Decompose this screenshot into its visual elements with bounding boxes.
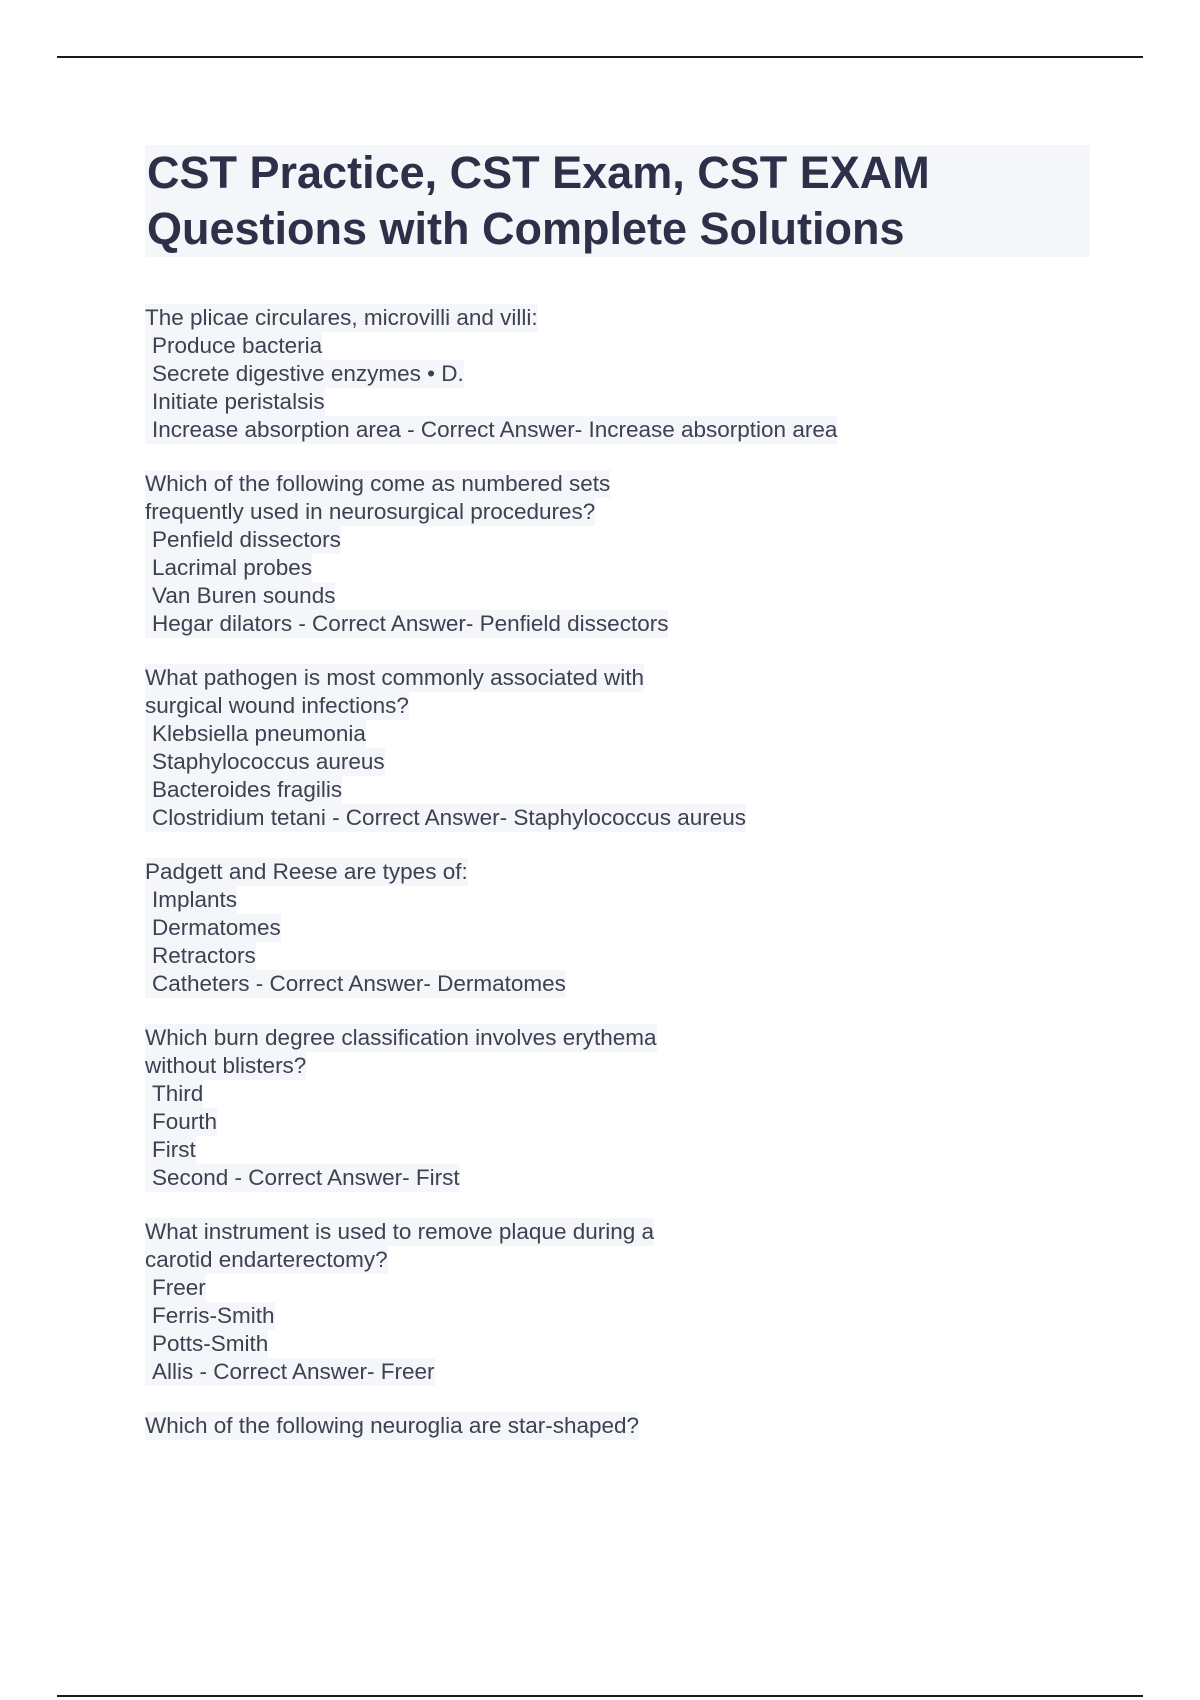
answer-option: First [145, 1136, 196, 1164]
answer-option: Implants [145, 886, 237, 914]
answer-with-correct: Increase absorption area - Correct Answer- Increase absorption area [145, 416, 837, 444]
bottom-rule [57, 1695, 1143, 1697]
answer-option: Van Buren sounds [145, 582, 335, 610]
answer-option: Dermatomes [145, 914, 281, 942]
question-text: What pathogen is most commonly associated with [145, 665, 644, 690]
question-text: Which of the following come as numbered sets [145, 471, 611, 496]
answer-option: Lacrimal probes [145, 554, 312, 582]
answer-option: Bacteroides fragilis [145, 776, 342, 804]
question-item [145, 664, 1145, 832]
answer-option: Produce bacteria [145, 332, 322, 360]
question-text: Which burn degree classification involves erythema [145, 1025, 657, 1050]
question-text: The plicae circulares, microvilli and villi: [145, 305, 538, 330]
answer-option: Fourth [145, 1108, 217, 1136]
answer-with-correct: Catheters - Correct Answer- Dermatomes [145, 970, 566, 998]
top-rule [57, 56, 1143, 58]
answer-option: Initiate peristalsis [145, 388, 325, 416]
answer-option: Secrete digestive enzymes • D. [145, 360, 464, 388]
answer-option: Ferris-Smith [145, 1302, 275, 1330]
title-line: Questions with Complete Solutions [147, 203, 905, 254]
document-title [145, 145, 1090, 257]
answer-with-correct: Clostridium tetani - Correct Answer- Staphylococcus aureus [145, 804, 746, 832]
question-text: Padgett and Reese are types of: [145, 859, 468, 884]
question-list [145, 304, 1145, 1466]
answer-option: Retractors [145, 942, 256, 970]
question-text: surgical wound infections? [145, 693, 409, 718]
question-item [145, 304, 1145, 444]
question-item [145, 1412, 1145, 1440]
answer-option: Klebsiella pneumonia [145, 720, 366, 748]
question-text: carotid endarterectomy? [145, 1247, 388, 1272]
question-item [145, 470, 1145, 638]
question-text: What instrument is used to remove plaque during a [145, 1219, 655, 1244]
question-item [145, 1218, 1145, 1386]
title-line: CST Practice, CST Exam, CST EXAM [147, 147, 930, 198]
answer-option: Staphylococcus aureus [145, 748, 385, 776]
question-text: without blisters? [145, 1053, 307, 1078]
answer-option: Penfield dissectors [145, 526, 341, 554]
answer-option: Third [145, 1080, 203, 1108]
question-item [145, 1024, 1145, 1192]
title-block [145, 145, 1090, 257]
answer-option: Potts-Smith [145, 1330, 268, 1358]
question-text: frequently used in neurosurgical procedures? [145, 499, 596, 524]
answer-with-correct: Hegar dilators - Correct Answer- Penfield dissectors [145, 610, 668, 638]
answer-with-correct: Allis - Correct Answer- Freer [145, 1358, 435, 1386]
question-text: Which of the following neuroglia are star-shaped? [145, 1413, 640, 1438]
answer-option: Freer [145, 1274, 206, 1302]
question-item [145, 858, 1145, 998]
answer-with-correct: Second - Correct Answer- First [145, 1164, 460, 1192]
